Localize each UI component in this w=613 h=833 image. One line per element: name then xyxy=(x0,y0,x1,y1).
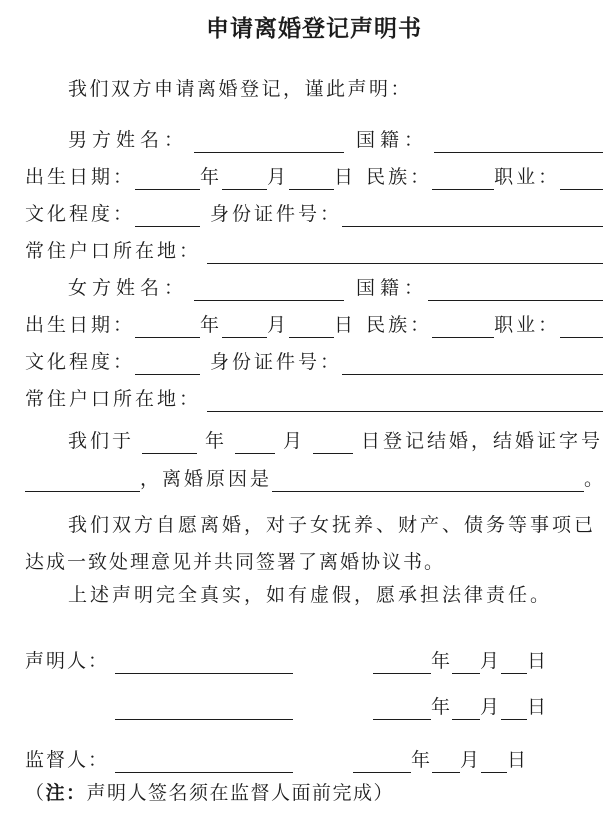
month-unit: 月 xyxy=(480,697,502,718)
wife-education-label: 文化程度： xyxy=(25,352,136,373)
supervisor-date xyxy=(353,749,526,773)
blank-wife-residence xyxy=(207,388,603,412)
wife-name-label: 女方姓名： xyxy=(68,278,189,299)
year-unit: 年 xyxy=(200,315,223,336)
blank-wife-nationality xyxy=(428,277,603,301)
husband-birth-label: 出生日期： xyxy=(25,167,136,188)
blank-sign-day-1 xyxy=(501,650,527,674)
declarant-date-2 xyxy=(373,696,546,720)
year-unit: 年 xyxy=(204,431,227,452)
blank-certificate-number xyxy=(25,468,140,492)
wife-residence-row xyxy=(25,388,603,412)
husband-residence-label: 常住户口所在地： xyxy=(25,241,202,262)
wife-nationality-label: 国籍： xyxy=(356,278,429,299)
husband-name-label: 男方姓名： xyxy=(68,130,189,151)
page-title: 申请离婚登记声明书 xyxy=(206,16,422,41)
blank-supervisor-month xyxy=(432,749,460,773)
husband-occupation-label: 职业： xyxy=(494,167,561,188)
wife-occupation-label: 职业： xyxy=(494,315,561,336)
declarant-row-2 xyxy=(25,696,603,720)
wife-name-row xyxy=(25,277,603,301)
husband-birth-row xyxy=(25,166,603,190)
wife-residence-label: 常住户口所在地： xyxy=(25,389,202,410)
year-unit: 年 xyxy=(200,167,223,188)
blank-wife-birth-day xyxy=(289,314,334,338)
blank-divorce-reason xyxy=(272,468,584,492)
month-unit: 月 xyxy=(267,167,290,188)
year-unit: 年 xyxy=(411,750,433,771)
blank-sign-month-1 xyxy=(452,650,480,674)
blank-husband-residence xyxy=(207,240,603,264)
divorce-reason-label: 离婚原因是 xyxy=(162,469,273,490)
wife-id-label: 身份证件号： xyxy=(210,352,343,373)
blank-husband-birth-month xyxy=(222,166,267,190)
blank-husband-occupation xyxy=(560,166,603,190)
wife-birth-row xyxy=(25,314,603,338)
supervisor-row xyxy=(25,749,603,773)
day-unit: 日 xyxy=(507,750,527,771)
blank-husband-birth-day xyxy=(289,166,334,190)
blank-declarant-signature-1 xyxy=(115,650,293,674)
marriage-line-1 xyxy=(25,430,603,454)
blank-sign-day-2 xyxy=(501,696,527,720)
husband-name-row xyxy=(25,129,603,153)
period-mark: 。 xyxy=(583,469,603,490)
month-unit: 月 xyxy=(267,315,290,336)
blank-marriage-day xyxy=(313,430,353,454)
note-open-paren: （ xyxy=(25,783,46,804)
blank-wife-name xyxy=(194,277,344,301)
note-text: 声明人签名须在监督人面前完成） xyxy=(86,783,395,804)
month-unit: 月 xyxy=(480,651,502,672)
blank-husband-nationality xyxy=(434,129,603,153)
blank-sign-month-2 xyxy=(452,696,480,720)
declarant-row-1 xyxy=(25,650,603,674)
declarant-date-1 xyxy=(373,650,546,674)
blank-husband-birth-year xyxy=(135,166,200,190)
blank-supervisor-day xyxy=(481,749,507,773)
intro-paragraph: 我们双方申请离婚登记，谨此声明： xyxy=(68,79,413,100)
blank-wife-birth-year xyxy=(135,314,200,338)
husband-id-label: 身份证件号： xyxy=(210,204,343,225)
blank-declarant-signature-2 xyxy=(115,696,293,720)
blank-sign-year-1 xyxy=(373,650,431,674)
marriage-line-2 xyxy=(25,468,603,492)
blank-supervisor-year xyxy=(353,749,411,773)
blank-husband-name xyxy=(194,129,344,153)
marriage-post-text: 日登记结婚，结婚证字号 xyxy=(360,431,603,452)
blank-wife-birth-month xyxy=(222,314,267,338)
supervisor-label: 监督人： xyxy=(25,750,110,771)
blank-husband-id-number xyxy=(342,203,603,227)
truth-paragraph: 上述声明完全真实，如有虚假，愿承担法律责任。 xyxy=(68,585,553,606)
husband-education-row xyxy=(25,203,603,227)
year-unit: 年 xyxy=(431,697,453,718)
husband-education-label: 文化程度： xyxy=(25,204,136,225)
husband-ethnicity-label: 民族： xyxy=(366,167,433,188)
husband-nationality-label: 国籍： xyxy=(356,130,429,151)
wife-birth-label: 出生日期： xyxy=(25,315,136,336)
month-unit: 月 xyxy=(282,431,305,452)
blank-husband-education xyxy=(135,203,200,227)
blank-marriage-month xyxy=(235,430,275,454)
husband-residence-row xyxy=(25,240,603,264)
blank-sign-year-2 xyxy=(373,696,431,720)
blank-husband-ethnicity xyxy=(432,166,494,190)
day-unit: 日 xyxy=(334,167,357,188)
consent-paragraph-line2: 达成一致处理意见并共同签署了离婚协议书。 xyxy=(25,552,446,573)
day-unit: 日 xyxy=(527,697,547,718)
blank-wife-education xyxy=(135,351,200,375)
note-bold-label: 注： xyxy=(45,783,87,804)
note-line xyxy=(25,782,603,806)
month-unit: 月 xyxy=(460,750,482,771)
wife-education-row xyxy=(25,351,603,375)
day-unit: 日 xyxy=(334,315,357,336)
blank-marriage-year xyxy=(142,430,197,454)
year-unit: 年 xyxy=(431,651,453,672)
comma-mark: ， xyxy=(140,469,163,490)
day-unit: 日 xyxy=(527,651,547,672)
blank-wife-ethnicity xyxy=(432,314,494,338)
blank-supervisor-signature xyxy=(115,749,293,773)
wife-ethnicity-label: 民族： xyxy=(366,315,433,336)
marriage-pre-text: 我们于 xyxy=(68,431,135,452)
consent-paragraph-line1: 我们双方自愿离婚，对子女抚养、财产、债务等事项已 xyxy=(68,515,597,536)
blank-wife-id-number xyxy=(342,351,603,375)
blank-wife-occupation xyxy=(560,314,603,338)
declarant-label: 声明人： xyxy=(25,651,110,672)
